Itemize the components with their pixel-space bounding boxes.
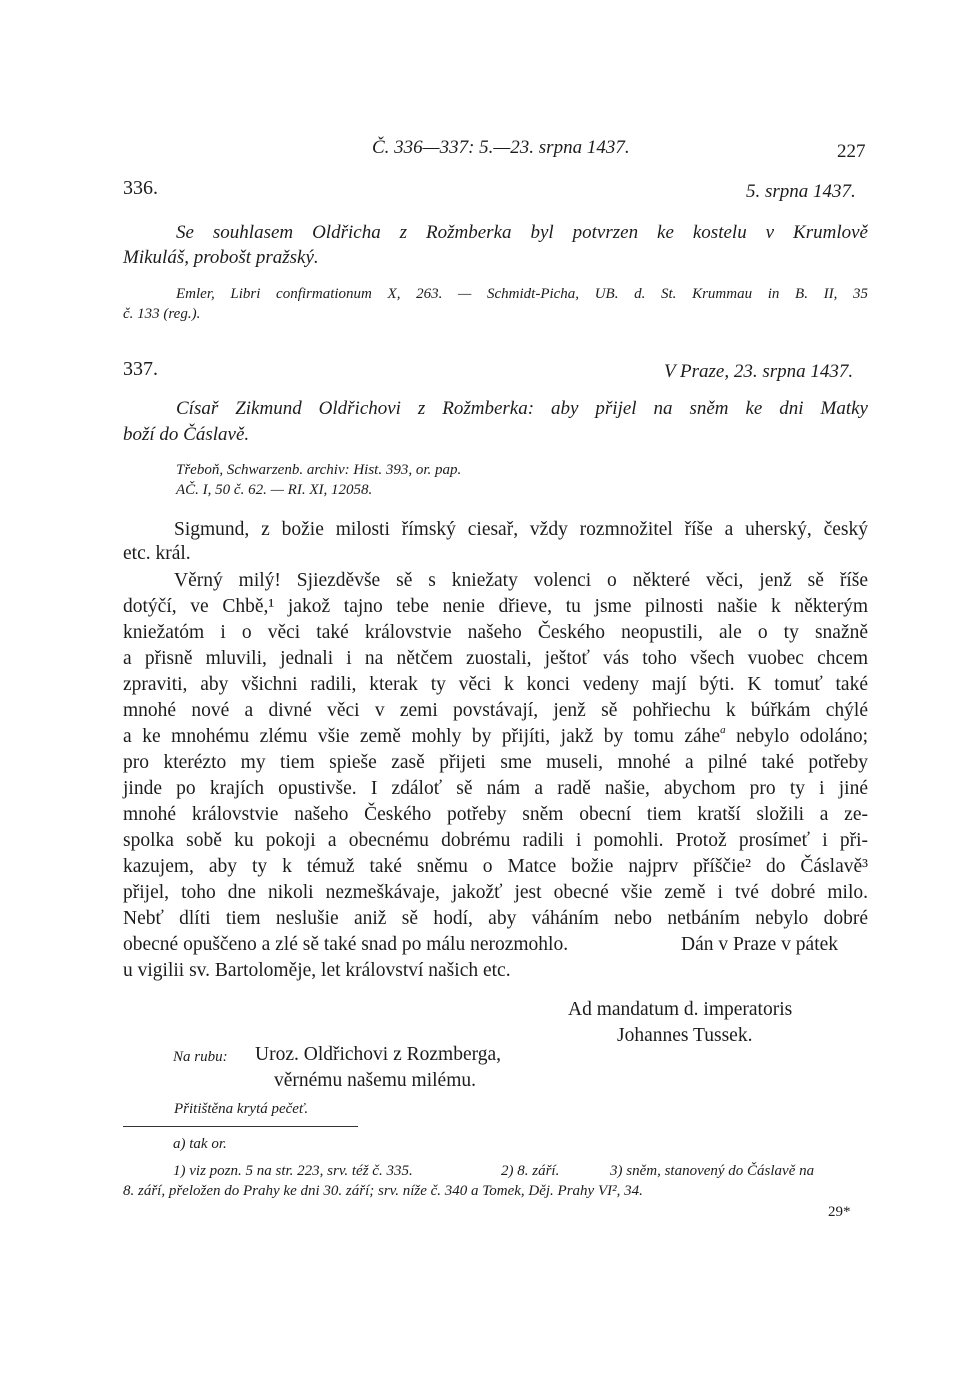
document-date: V Praze, 23. srpna 1437. (664, 361, 854, 382)
printers-signature-mark: 29* (828, 1204, 851, 1220)
document-number: 337. (123, 358, 158, 380)
source-line: Emler, Libri confirmationum X, 263. — Schmidt-Picha, UB. d. St. Krummau in B. II, 35 (176, 286, 868, 302)
body-line: mnohé královstvie našeho Českého potřeby sněm obecní tiem kratší složili a ze- (123, 804, 868, 825)
body-line: zpraviti, aby všichni radili, kterak ty věci k konci vedeny mají býti. K tomuť také (123, 674, 868, 695)
running-title: Č. 336—337: 5.—23. srpna 1437. (372, 137, 630, 158)
body-line: mnohé nové a divné věci v zemi povstávají, jenž sě pohřiechu k búřkám chýlé (123, 700, 868, 721)
footnote: 2) 8. září. (501, 1163, 560, 1179)
footnote: 3) sněm, stanovený do Čáslavě na (610, 1163, 815, 1179)
text-note-marker: a (720, 724, 726, 736)
body-line: a přisně mluvili, jednali i na nětčem zuostali, ještoť vás toho všech vuobec chcem (123, 648, 868, 669)
body-line: kniežatóm i o věci také královstvie našeho Českého neopustili, ale o ty snažně (123, 622, 868, 643)
text-note: a) tak or. (173, 1136, 227, 1152)
signature-line: Ad mandatum d. imperatoris (568, 999, 793, 1020)
source-line: AČ. I, 50 č. 62. — RI. XI, 12058. (176, 482, 373, 498)
verso-label: Na rubu: (173, 1049, 228, 1065)
body-line: Věrný milý! Sjiezděvše sě s kniežaty volenci o některé věci, jenž sě říše (174, 570, 868, 591)
source-line: Třeboň, Schwarzenb. archiv: Hist. 393, or. pap. (176, 462, 462, 478)
document-number: 336. (123, 177, 158, 199)
body-line: Sigmund, z božie milosti římský ciesař, vždy rozmnožitel říše a uherský, český (174, 519, 868, 540)
body-line: dotýčí, ve Chbě,¹ jakož tajno tebe nenie dřieve, tu jsme pilnosti našie k některým (123, 596, 868, 617)
regest-line: Mikuláš, probošt pražský. (123, 247, 319, 268)
body-line: etc. král. (123, 543, 191, 564)
source-line: č. 133 (reg.). (123, 306, 201, 322)
footnote: 1) viz pozn. 5 na str. 223, srv. též č. 335. (173, 1163, 413, 1179)
document-date: 5. srpna 1437. (746, 181, 856, 202)
body-line: kazujem, aby ty k témuž také sněmu o Matce božie najprv příščie² do Čáslavě³ (123, 856, 868, 877)
body-line: a ke mnohému zlému všie země mohly by přijíti, jakž by tomu záhe$^a$ nebylo odoláno; (123, 724, 868, 747)
verso-line: Uroz. Oldřichovi z Rozmberga, (255, 1044, 502, 1065)
seal-note: Přitištěna krytá pečeť. (174, 1101, 309, 1117)
body-line: spolka sobě ku pokoji a obecnému dobrému radili i pomohli. Protož prosímeť i při- (123, 830, 868, 851)
body-line: obecné opuščeno a zlé sě také snad po málu nerozmohlo. (123, 934, 569, 955)
signature-line: Johannes Tussek. (617, 1025, 753, 1046)
regest-line: boží do Čáslavě. (123, 424, 250, 445)
footnote-rule (123, 1126, 358, 1127)
body-line: Nebť dlíti tiem neslušie aniž sě hodí, aby váháním nebo netbáním nebylo dobré (123, 908, 868, 929)
regest-line: Císař Zikmund Oldřichovi z Rožmberka: aby přijel na sněm ke dni Matky (176, 398, 868, 419)
footnote: 8. září, přeložen do Prahy ke dni 30. září; srv. níže č. 340 a Tomek, Děj. Prahy VI², 34. (123, 1183, 643, 1199)
dating-clause: Dán v Praze v pátek (681, 934, 839, 955)
verso-line: věrnému našemu milému. (274, 1070, 476, 1091)
body-line: u vigilii sv. Bartoloměje, let království našich etc. (123, 960, 511, 981)
page-number: 227 (837, 141, 866, 162)
body-line: pro kterézto my tiem spieše zasě přijeti sme museli, mnohé a pilné také potřeby (123, 752, 868, 773)
body-line: jinde po krajích opustivše. I zdáloť sě nám a radě našie, abychom pro ty i jiné (123, 778, 868, 799)
regest-line: Se souhlasem Oldřicha z Rožmberka byl potvrzen ke kostelu v Krumlově (176, 222, 868, 243)
body-line: přijel, toho dne nikoli nezmeškávaje, jakožť jest obecné všie země i tvé dobré milo. (123, 882, 868, 903)
